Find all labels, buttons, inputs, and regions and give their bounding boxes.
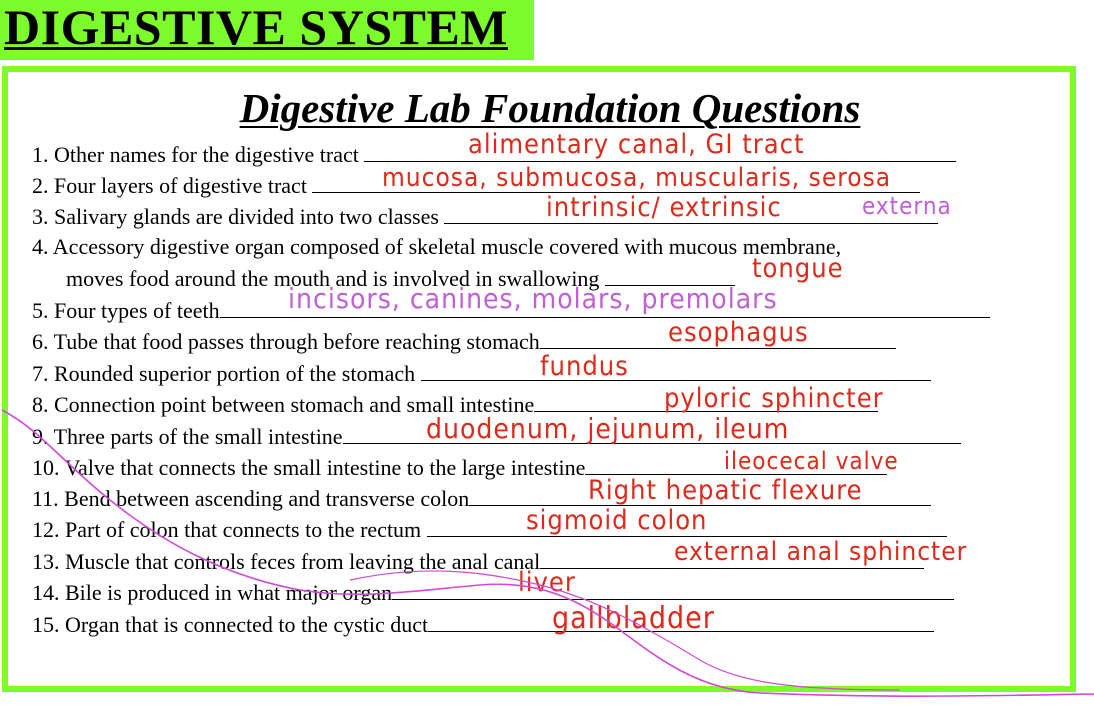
answer-2: mucosa, submucosa, muscularis, serosa <box>382 163 892 193</box>
question-4: 4. Accessory digestive organ composed of skeletal muscle covered with mucous membrane, <box>32 234 842 259</box>
question-15: 15. Organ that is connected to the cystic duct <box>32 611 934 638</box>
answer-5: incisors, canines, molars, premolars <box>288 282 778 315</box>
answer-15: gallbladder <box>552 601 715 636</box>
question-3: 3. Salivary glands are divided into two classes <box>32 203 938 230</box>
answer-1: alimentary canal, GI tract <box>468 129 805 160</box>
question-6: 6. Tube that food passes through before reaching stomach <box>32 328 896 355</box>
page-heading-banner <box>0 0 534 60</box>
question-5: 5. Four types of teeth <box>32 297 990 324</box>
question-2: 2. Four layers of digestive tract <box>32 172 920 199</box>
answer-3-note: externa <box>862 192 952 220</box>
question-10: 10. Valve that connects the small intestine to the large intestine <box>32 454 887 481</box>
question-7: 7. Rounded superior portion of the stomach <box>32 360 931 387</box>
answer-13: external anal sphincter <box>674 537 968 567</box>
answer-12: sigmoid colon <box>526 505 708 536</box>
question-1: 1. Other names for the digestive tract <box>32 141 956 168</box>
answer-6: esophagus <box>668 317 809 348</box>
answer-3: intrinsic/ extrinsic <box>546 192 782 223</box>
question-4-line-2: moves food around the mouth and is involved in swallowing <box>66 265 735 292</box>
question-14: 14. Bile is produced in what major organ <box>32 579 954 606</box>
question-8: 8. Connection point between stomach and small intestine <box>32 391 878 418</box>
answer-4: tongue <box>752 253 844 284</box>
answer-10: ileocecal valve <box>724 447 899 475</box>
worksheet-title: Digestive Lab Foundation Questions <box>239 85 861 131</box>
answer-7: fundus <box>540 351 629 382</box>
answer-8: pyloric sphincter <box>664 383 884 414</box>
question-9: 9. Three parts of the small intestine <box>32 423 961 450</box>
answer-11: Right hepatic flexure <box>588 475 863 506</box>
page-heading: DIGESTIVE SYSTEM <box>4 0 508 55</box>
question-12: 12. Part of colon that connects to the rectum <box>32 516 947 543</box>
answer-9: duodenum, jejunum, ileum <box>426 412 790 445</box>
question-13: 13. Muscle that controls feces from leaving the anal canal <box>32 548 924 575</box>
question-11: 11. Bend between ascending and transverse colon <box>32 485 931 512</box>
answer-14: liver <box>518 567 576 598</box>
